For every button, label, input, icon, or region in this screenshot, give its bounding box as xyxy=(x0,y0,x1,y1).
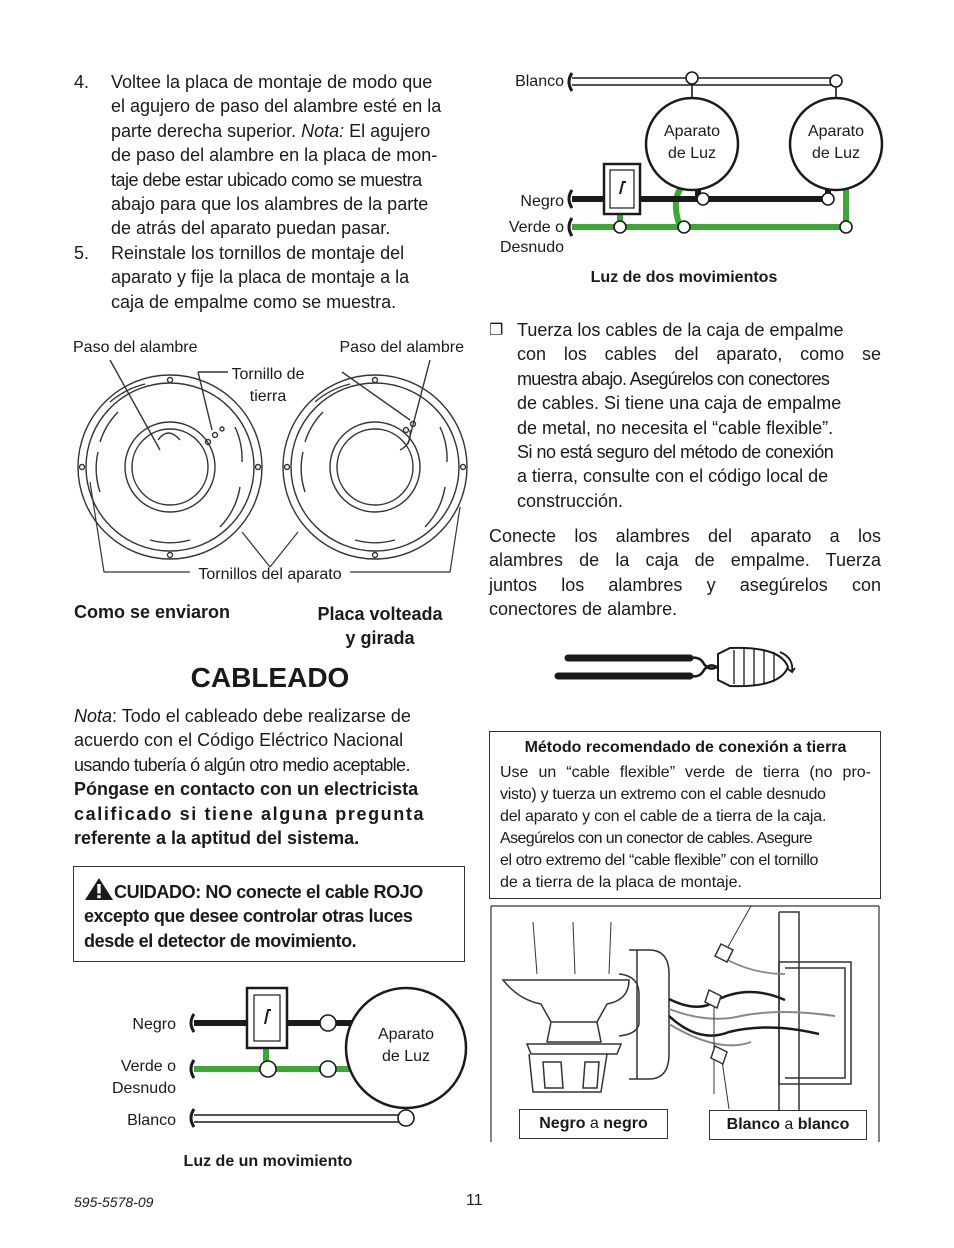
step-line: de atrás del aparato puedan pasar. xyxy=(111,218,391,239)
step-line: Voltee la placa de montaje de modo que xyxy=(111,72,433,92)
nota-label: Nota: xyxy=(301,120,345,141)
warning-icon xyxy=(84,877,114,901)
label-pass-right: Paso del alambre xyxy=(339,339,464,356)
connect-line: juntos los alambres y asegúrelos con xyxy=(489,574,881,595)
ground-line: visto) y tuerza un extremo con el cable desnudo xyxy=(500,786,826,803)
label-verde: Desnudo xyxy=(499,239,564,256)
doc-number: 595-5578-09 xyxy=(74,1194,154,1210)
checkbox-icon: ❐ xyxy=(489,320,504,339)
fixture-label: de Luz xyxy=(811,145,861,162)
step-number: 4. xyxy=(74,72,90,92)
bullet-line: de cables. Si tiene una caja de empalme xyxy=(517,393,842,414)
ground-line: de a tierra de la placa de montaje. xyxy=(500,874,742,891)
label-white-to-white xyxy=(709,1110,867,1140)
label-blanco: Blanco xyxy=(127,1112,176,1129)
step-line: el agujero de paso del alambre esté en la xyxy=(111,96,442,117)
label-word: a xyxy=(779,1116,798,1133)
bullet-line: de metal, no necesita el “cable flexible”. xyxy=(517,417,834,438)
note-line xyxy=(74,704,466,728)
label-pass-left: Paso del alambre xyxy=(73,339,198,356)
fixture-label: Aparato xyxy=(807,123,865,140)
ground-line: el otro extremo del “cable flexible” con el tornillo xyxy=(500,852,819,869)
caution-box xyxy=(73,866,465,962)
fixture-label: de Luz xyxy=(381,1048,431,1065)
step-text: El agujero xyxy=(344,120,431,141)
caption-as-shipped: Como se enviaron xyxy=(74,602,231,622)
step-line: Reinstale los tornillos de montaje del xyxy=(111,243,405,263)
label-word: blanco xyxy=(797,1116,850,1133)
connect-line: Conecte los alambres del aparato a los xyxy=(489,526,881,546)
terminal xyxy=(260,1061,276,1077)
fixture-circle-b xyxy=(790,98,882,190)
label-word: Negro xyxy=(539,1115,586,1132)
wire-nut-illustration xyxy=(550,640,810,700)
terminal xyxy=(320,1015,336,1031)
single-light-diagram xyxy=(90,978,470,1180)
bullet-line: Tuerza los cables de la caja de empalme xyxy=(517,320,844,340)
connect-line: conectores de alambre. xyxy=(489,599,678,620)
ground-method-box xyxy=(489,731,881,899)
page-number: 11 xyxy=(466,1192,483,1209)
double-light-diagram xyxy=(488,64,888,296)
label-verde: Verde o xyxy=(120,1058,176,1075)
plate-flipped xyxy=(283,360,467,559)
step-number: 5. xyxy=(74,243,90,263)
connect-line: alambres de la caja de empalme. Tuerza xyxy=(489,550,881,571)
note-bold-line: calificado si tiene alguna pregunta xyxy=(74,803,426,824)
bullet-line: Si no está seguro del método de conexión xyxy=(517,442,834,463)
caption-line: y girada xyxy=(345,628,415,648)
bullet-line: a tierra, consulte con el código local de xyxy=(517,466,829,487)
ground-line: del aparato y con el cable de a tierra de la caja. xyxy=(500,808,827,825)
double-diagram-caption: Luz de dos movimientos xyxy=(590,269,778,286)
label-word: negro xyxy=(603,1115,648,1132)
label-verde: Verde o xyxy=(508,219,564,236)
caption-flipped xyxy=(300,602,460,650)
note-line: usando tubería ó algún otro medio aceptable. xyxy=(74,754,410,775)
step-line: taje debe estar ubicado como se muestra xyxy=(111,169,422,190)
fixture-label: Aparato xyxy=(663,123,721,140)
ground-line: Asegúrelos con un conector de cables. Asegure xyxy=(500,830,812,847)
wire-end xyxy=(191,1014,194,1127)
section-title: CABLEADO xyxy=(190,662,350,693)
step-line xyxy=(111,119,466,143)
caution-text xyxy=(84,877,456,953)
fixture-circle-a xyxy=(646,98,738,190)
bullet-line: construcción. xyxy=(517,490,624,511)
terminal xyxy=(320,1061,336,1077)
step-line: aparato y fije la placa de montaje a la xyxy=(111,267,410,288)
label-black-to-black xyxy=(519,1109,668,1139)
note-bold-line: Póngase en contacto con un electricista xyxy=(74,779,419,800)
note-bold-line: referente a la aptitud del sistema. xyxy=(74,828,360,849)
caution-line-text: CUIDADO: NO conecte el cable ROJO xyxy=(114,882,423,902)
label-negro: Negro xyxy=(132,1016,176,1033)
note-line: acuerdo con el Código Eléctrico Nacional xyxy=(74,730,404,751)
label-verde: Desnudo xyxy=(111,1080,176,1097)
ground-line: Use un “cable flexible” verde de tierra (no pro- xyxy=(500,764,871,781)
label-ground-screw: Tornillo de xyxy=(231,366,305,383)
single-diagram-caption: Luz de un movimiento xyxy=(183,1153,353,1170)
step-line: caja de empalme como se muestra. xyxy=(111,291,397,312)
step-text: parte derecha superior. xyxy=(111,120,302,141)
step-line: abajo para que los alambres de la parte xyxy=(111,194,429,215)
ground-method-text xyxy=(500,762,871,894)
fixture-label: de Luz xyxy=(667,145,717,162)
label-blanco: Blanco xyxy=(515,73,564,90)
caption-line: Placa volteada xyxy=(317,604,443,624)
ground-method-title: Método recomendado de conexión a tierra xyxy=(524,739,847,756)
caution-line xyxy=(84,877,456,904)
note-label: Nota xyxy=(74,706,113,726)
fixture-wiring-illustration xyxy=(489,904,881,1144)
caution-line: desde el detector de movimiento. xyxy=(84,930,357,951)
label-negro: Negro xyxy=(520,193,564,210)
terminal xyxy=(398,1110,414,1126)
label-word: a xyxy=(585,1115,604,1132)
connect-paragraph xyxy=(489,524,881,622)
step-line: de paso del alambre en la placa de mon- xyxy=(111,145,438,166)
fixture-label: Aparato xyxy=(377,1026,435,1043)
label-ground-screw: tierra xyxy=(249,388,287,405)
label-fixture-screws: Tornillos del aparato xyxy=(198,566,342,583)
bullet-line: muestra abajo. Asegúrelos con conectores xyxy=(517,368,830,389)
caution-line: excepto que desee controlar otras luces xyxy=(84,906,413,927)
note-text: : Todo el cableado debe realizarse de xyxy=(112,706,411,726)
mounting-plates-diagram xyxy=(70,332,470,590)
plate-as-shipped xyxy=(78,360,262,559)
wiring-note xyxy=(74,704,466,850)
label-word: Blanco xyxy=(726,1116,780,1133)
bullet-line: con los cables del aparato, como se xyxy=(517,344,881,365)
